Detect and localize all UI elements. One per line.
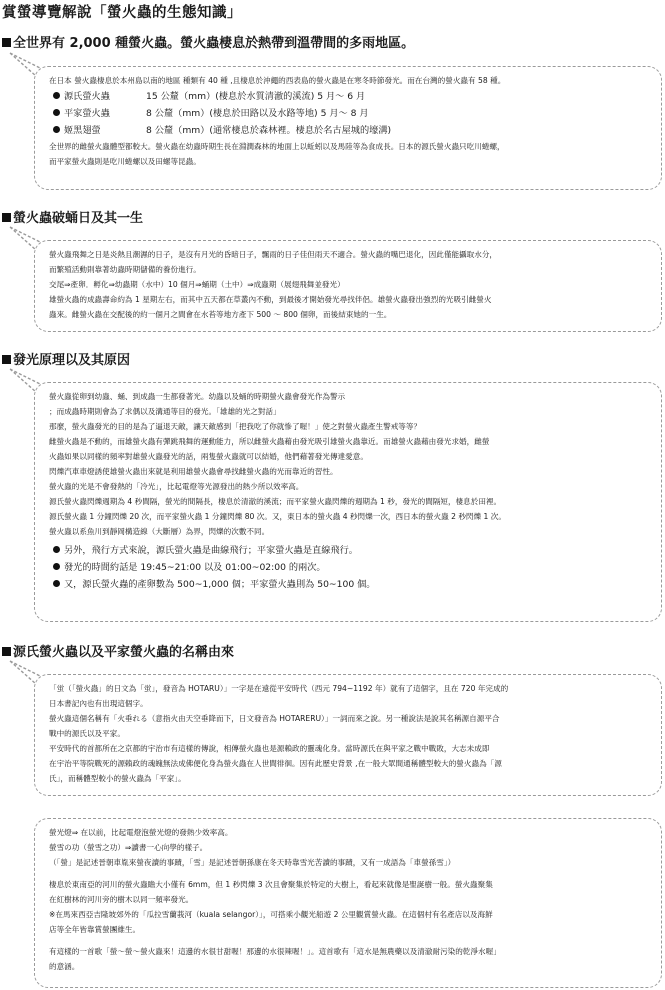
section-heading-luminescence: 發光原理以及其原因 — [2, 349, 130, 368]
bullet-item: 平家螢火蟲 8 公釐（mm）(棲息於田路以及水路等地) 5 月～ 8 月 — [49, 105, 655, 122]
bullet-dot-icon — [53, 580, 60, 587]
bullet-item: 源氏螢火蟲 15 公釐（mm）(棲息於水質清澈的溪流) 5 月～ 6 月 — [49, 88, 655, 105]
page-title: 賞螢導覽解說「螢火蟲的生態知識」 — [2, 5, 242, 21]
section-box-notes: 螢光燈⇒ 在以前，比起電燈泡螢光燈的發熱少效率高。 螢雪の功（螢雪之功）⇒讀書一心向學的樣子。 （「螢」是記述晉朝車胤來螢夜讀的事蹟，「雪」是記述晉朝孫康在冬天時靠雪光苦讀的事蹟，又有一成語為「車螢孫雪」） 棲息於東南亞的河川的螢火蟲瞻大小僅有 6mm，但 1 秒閃爍 3 次且會聚集於特定的大樹上，看起來就像是聖誕樹一般。螢火蟲聚集 在紅樹林的河川旁的樹木以同一頻率發光。 ※在馬來西亞吉隆坡郊外的「瓜拉雪蘭莪河（kuala selangor）」，可搭乘小觀光船遊 2 公里觀賞螢火蟲。在這個村有名產店以及海鮮 店等全年皆靠賞螢團維生。 有這樣的一首歌「螢～螢～螢火蟲來！這邊的水很甘甜喔！那邊的水很辣喔！」。這首歌有「這水是無農藥以及清澈耐污染的乾淨水喔」 的意涵。 — [34, 818, 662, 988]
section-box-species: 在日本 螢火蟲棲息於本州島以南的地區 種類有 40 種 ,且棲息於沖繩的西表島的螢火蟲是在寒冬時節發光。而在台灣的螢火蟲有 58 種。 源氏螢火蟲 15 公釐（mm）(棲息於水質清澈的溪流) 5 月～ 6 月 平家螢火蟲 8 公釐（mm）(棲息於田路以及水路等地) 5 月～ 8 月 姬黑翅螢 8 公釐（mm）(通常棲息於森林裡。棲息於名古屋城的壕溝) 全世界的雌螢火蟲體型都較大。螢火蟲在幼蟲時期生長在淵潤森林的地面上以蚯蚓以及馬陸等為食成長。日本的源氏螢火蟲只吃川蜷螺， 而平家螢火蟲則是吃川蜷螺以及田螺等昆蟲。 — [34, 66, 662, 190]
bullet-dot-icon — [53, 126, 60, 133]
square-bullet-icon — [2, 213, 11, 222]
square-bullet-icon — [2, 355, 11, 364]
bullet-item: 姬黑翅螢 8 公釐（mm）(通常棲息於森林裡。棲息於名古屋城的壕溝) — [49, 122, 655, 139]
section-heading-species: 全世界有 2,000 種螢火蟲。螢火蟲棲息於熱帶到溫帶間的多雨地區。 — [2, 32, 414, 51]
section-box-lifecycle: 螢火蟲飛舞之日是炎熱且潮濕的日子，是沒有月光的昏暗日子，飄雨的日子佳但雨天不適合。螢火蟲的嘴巴退化，因此僅能攝取水分， 而繁殖活動則靠著幼蟲時期儲備的養份進行。 交尾⇒產卵．孵化⇒幼蟲期（水中）10 個月⇒蛹期（土中）⇒成蟲期（展翅飛舞並發光） 雄螢火蟲的成蟲壽命約為 1 星期左右，而其中五天都在草叢內不動，到最後才開始發光尋找伴侶。雄螢火蟲發出強烈的光吸引雌螢火 蟲來。雌螢火蟲在交配後的約一個月之間會在水苔等地方產下 500 ～ 800 個卵，而後結束她的一生。 — [34, 240, 662, 332]
section-box-luminescence: 螢火蟲從卵到幼蟲、蛹、到成蟲一生都發著光。幼蟲以及蛹的時期螢火蟲會發光作為警示 ；而成蟲時期則會為了求偶以及溝通等目的發光。「雄雄的光之對話」 那麼，螢火蟲發光的目的是為了逼退天敵，讓天敵感到「把我吃了你就慘了喔！」使之對螢火蟲產生警戒等等？ 雌螢火蟲是不動的，而雄螢火蟲有彈跳飛舞的運動能力，所以雌螢火蟲藉由發光吸引雄螢火蟲靠近。而雄螢火蟲藉由發光求婚，雌螢 火蟲如果以同樣的頻率對雄螢火蟲發光的話，兩隻螢火蟲就可以結婚，他們藉著發光傳達愛意。 閃爍汽車車燈誘使雄螢火蟲出來就是利用雄螢火蟲會尋找雌螢火蟲的光而靠近的習性。 螢火蟲的光是不會發熱的「冷光」，比起電燈等光源發出的熱少所以效率高。 源氏螢火蟲閃爍週期為 4 秒間隔，螢光的間隔長，棲息於清澈的溪流；而平家螢火蟲閃爍的週期為 1 秒，發光的間隔短，棲息於田裡。 源氏螢火蟲 1 分鐘閃爍 20 次，而平家螢火蟲 1 分鐘閃爍 80 次。又，東日本的螢火蟲 4 秒閃爍一次，西日本的螢火蟲 2 秒閃爍 1 次。 螢火蟲以系魚川到靜岡構造線（大斷層）為界，閃爍的次數不同。 另外，飛行方式來說，源氏螢火蟲是曲線飛行；平家螢火蟲是直線飛行。 發光的時間約話是 19:45~21:00 以及 01:00~02:00 的兩次。 又，源氏螢火蟲的產卵數為 500~1,000 個；平家螢火蟲則為 50~100 個。 — [34, 382, 662, 622]
section-heading-name-origin: 源氏螢火蟲以及平家螢火蟲的名稱由來 — [2, 641, 234, 660]
bullet-dot-icon — [53, 109, 60, 116]
bullet-dot-icon — [53, 563, 60, 570]
section-box-name-origin: 「蛍（「螢火蟲」的日文為「蛍」，發音為 HOTARU）」一字是在遠從平安時代（西元 794~1192 年）就有了這個字，且在 720 年完成的 日本書記內也有出現這個字。 螢火蟲這個名稱有「火垂れる（意指火由天空垂降而下，日文發音為 HOTARERU）」一詞而來之說。另一種說法是說其名稱源自源平合 戰中的源氏以及平家。 平安時代的首都所在之京都的宇治市有這樣的傳說，相傳螢火蟲也是源賴政的靈魂化身。當時源氏在與平家之戰中戰敗，大志未成即 在宇治平等院戰死的源賴政的魂魄無法成佛便化身為螢火蟲在人世間徘徊。因有此歷史背景 ,在一般大眾間通稱體型較大的螢火蟲為「源 氏」，而稱體型較小的螢火蟲為「平家」。 — [34, 674, 662, 796]
bullet-item: 又，源氏螢火蟲的產卵數為 500~1,000 個；平家螢火蟲則為 50~100 個。 — [49, 576, 655, 593]
bullet-dot-icon — [53, 92, 60, 99]
bullet-item: 另外，飛行方式來說，源氏螢火蟲是曲線飛行；平家螢火蟲是直線飛行。 — [49, 542, 655, 559]
bullet-item: 發光的時間約話是 19:45~21:00 以及 01:00~02:00 的兩次。 — [49, 559, 655, 576]
square-bullet-icon — [2, 38, 11, 47]
bullet-dot-icon — [53, 546, 60, 553]
section-heading-lifecycle: 螢火蟲破蛹日及其一生 — [2, 207, 143, 226]
square-bullet-icon — [2, 647, 11, 656]
